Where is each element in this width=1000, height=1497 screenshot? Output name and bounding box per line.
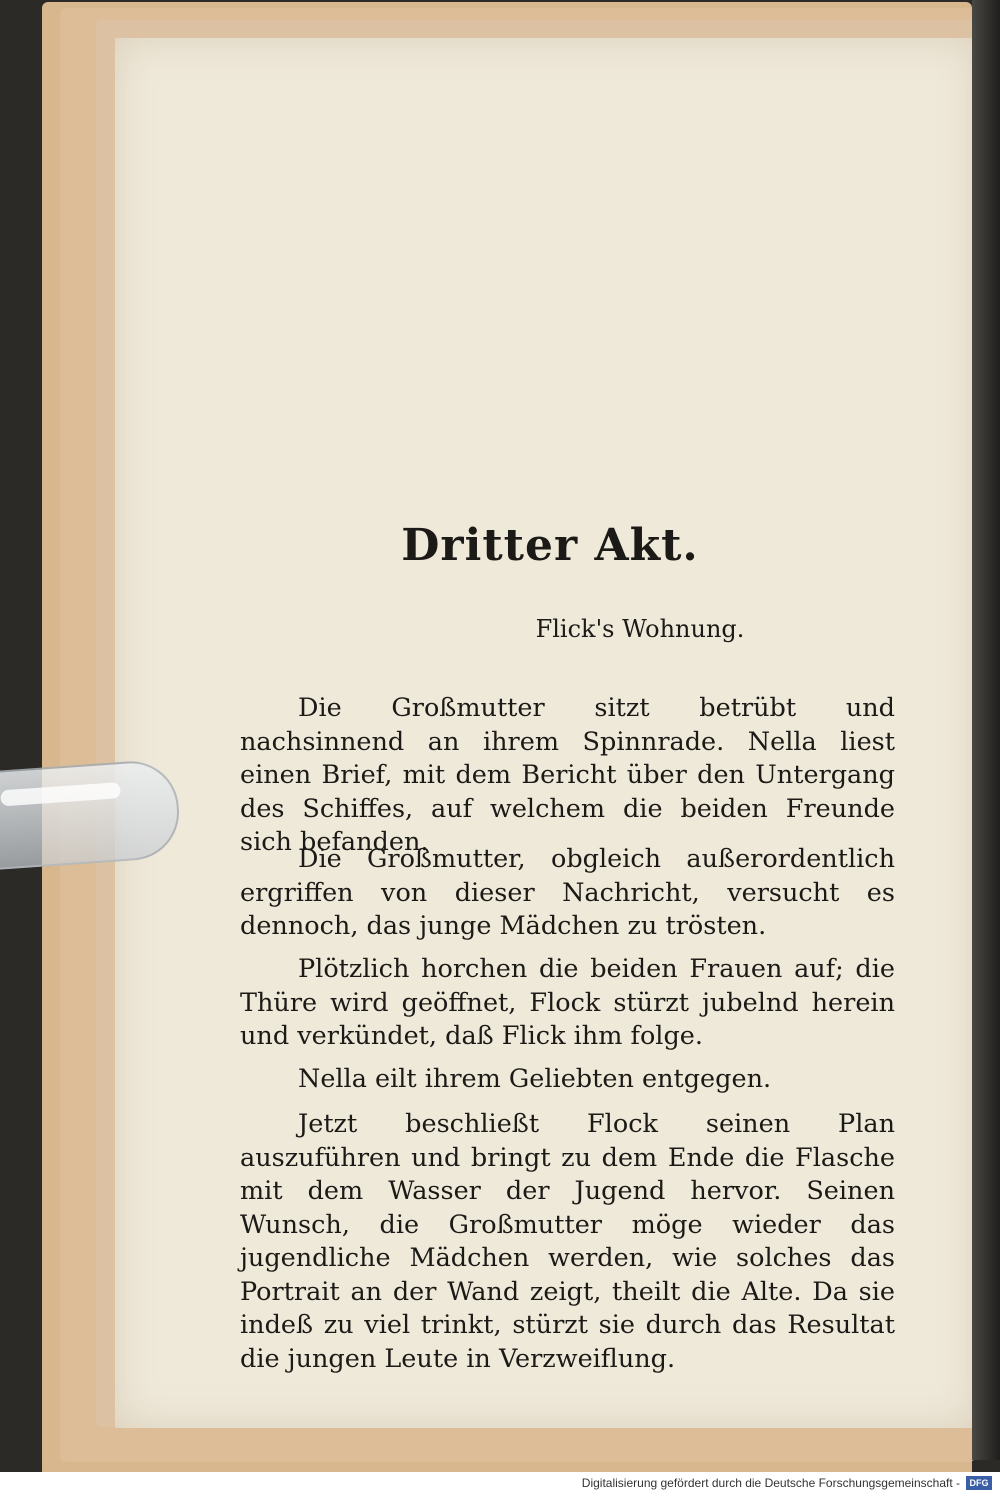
glass-highlight	[0, 782, 121, 806]
paragraph: Plötzlich horchen die beiden Frauen auf; die Thüre wird geöffnet, Flock stürzt jubelnd herein und verkündet, daß Flick ihm folge.	[240, 954, 895, 1051]
paragraph: Nella eilt ihrem Geliebten entgegen.	[298, 1064, 772, 1094]
scene-heading: Flick's Wohnung.	[535, 615, 745, 643]
paragraph: Die Großmutter sitzt betrübt und nachsinnend an ihrem Spinnrade. Nella liest einen Brief, mit dem Bericht über den Untergang des Schiffes, auf welchem die beiden Freunde sich befanden.	[240, 693, 895, 857]
glass-page-weight	[0, 758, 182, 871]
paragraph: Jetzt beschließt Flock seinen Plan auszuführen und bringt zu dem Ende die Flasche mit dem Wasser der Jugend hervor. Seinen Wunsch, die Großmutter möge wieder das jugendliche Mädchen werden, wie solches das Portrait an der Wand zeigt, theilt die Alte. Da sie indeß zu viel trinkt, stürzt sie durch das Resultat die jungen Leute in Verzweiflung.	[240, 1109, 895, 1374]
paragraph: Die Großmutter, obgleich außerordentlich ergriffen von dieser Nachricht, versucht es dennoch, das junge Mädchen zu trösten.	[240, 844, 895, 941]
book-binding	[972, 0, 1000, 1460]
funding-credit: Digitalisierung gefördert durch die Deutsche Forschungsgemeinschaft -	[581, 1476, 960, 1490]
dfg-logo-icon: DFG	[966, 1476, 992, 1490]
act-title: Dritter Akt.	[401, 520, 699, 571]
